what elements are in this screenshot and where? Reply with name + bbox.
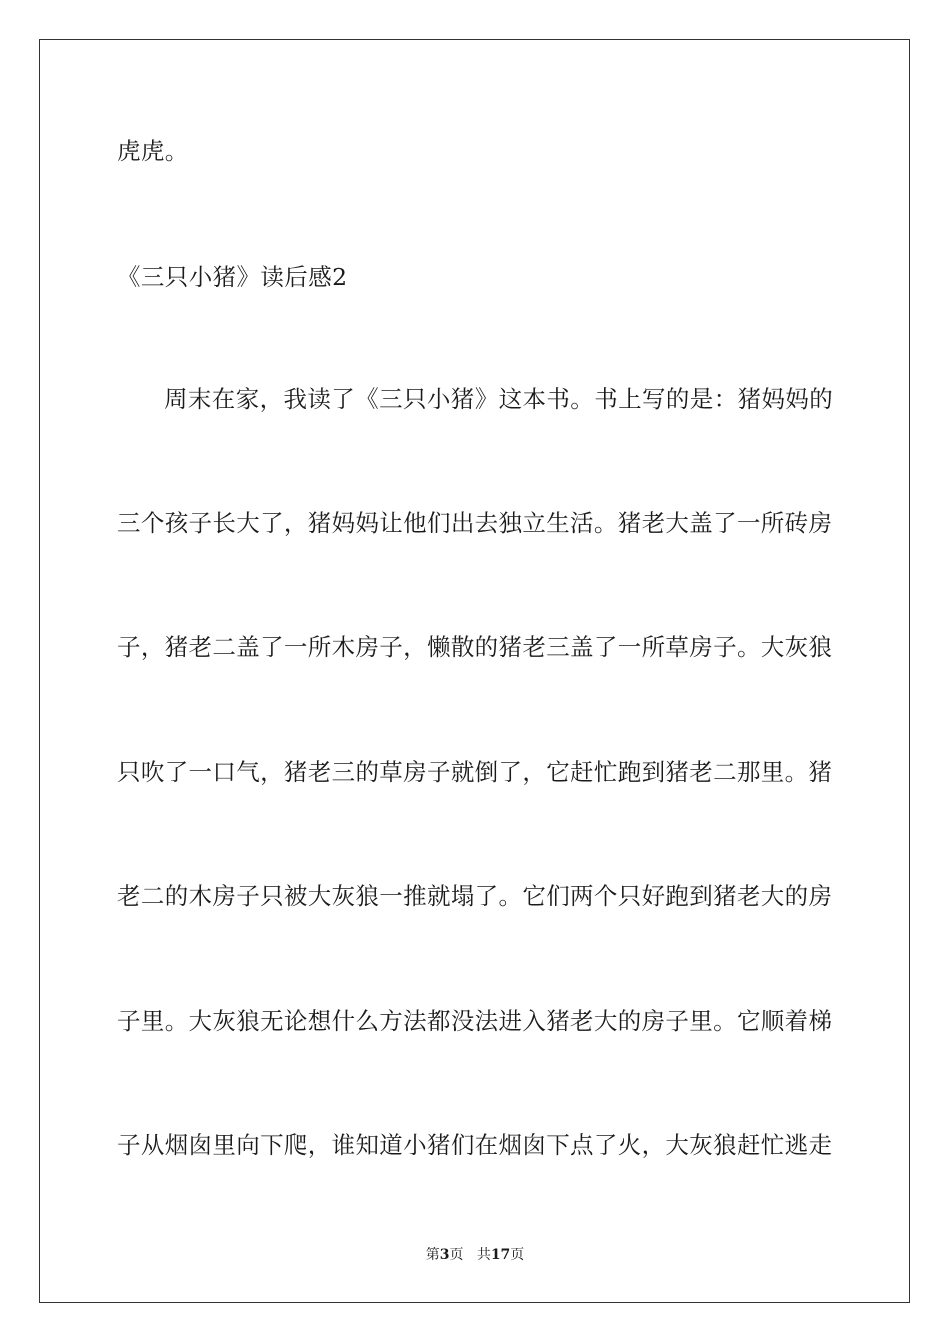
paragraph-line-5: 老二的木房子只被大灰狼一推就塌了。它们两个只好跑到猪老大的房 (117, 882, 832, 910)
footer-current-page: 3 (439, 1247, 450, 1263)
footer-total-prefix: 共 (476, 1247, 491, 1263)
paragraph-line-2: 三个孩子长大了，猪妈妈让他们出去独立生活。猪老大盖了一所砖房 (117, 509, 832, 537)
paragraph-line-4: 只吹了一口气，猪老三的草房子就倒了，它赶忙跑到猪老二那里。猪 (117, 758, 832, 786)
page-footer (0, 1246, 950, 1264)
footer-total-pages: 17 (490, 1247, 511, 1263)
section-heading: 《三只小猪》读后感2 (117, 263, 348, 291)
paragraph-line-1: 周末在家，我读了《三只小猪》这本书。书上写的是：猪妈妈的 (164, 385, 834, 413)
footer-page-unit: 页 (449, 1247, 464, 1263)
paragraph-line-3: 子，猪老二盖了一所木房子，懒散的猪老三盖了一所草房子。大灰狼 (117, 633, 832, 661)
page-border (39, 39, 910, 1303)
paragraph-line-6: 子里。大灰狼无论想什么方法都没法进入猪老大的房子里。它顺着梯 (117, 1007, 832, 1035)
footer-prefix: 第 (425, 1247, 440, 1263)
footer-total-unit: 页 (510, 1247, 525, 1263)
text-line-1: 虎虎。 (117, 137, 189, 165)
paragraph-line-7: 子从烟囱里向下爬，谁知道小猪们在烟囱下点了火，大灰狼赶忙逃走 (117, 1131, 832, 1159)
